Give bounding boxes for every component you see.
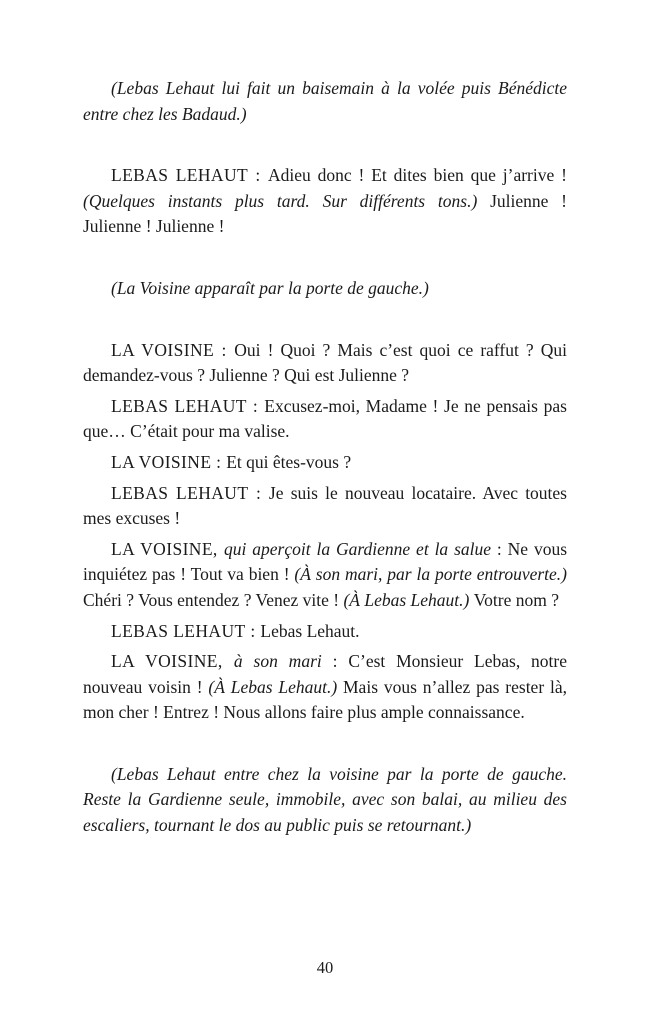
text-segment: à son mari xyxy=(233,651,322,672)
dialogue-paragraph xyxy=(83,163,567,240)
dialogue-paragraph xyxy=(83,450,567,476)
text-segment: Adieu donc ! Et dites bien que j’arrive ! xyxy=(267,165,567,186)
text-segment: : C’est Monsieur Lebas, notre nouveau voisin ! xyxy=(83,651,567,697)
text-segment: Oui ! Quoi ? Mais c’est quoi ce raffut ? Qui demandez-vous ? Julienne ? Qui est Julienne ? xyxy=(83,339,567,386)
speaker-name: LA VOISINE, xyxy=(111,651,234,672)
speaker-name: LEBAS LEHAUT : xyxy=(111,395,265,416)
speaker-name: LA VOISINE, xyxy=(111,538,224,559)
stage-direction xyxy=(83,762,567,839)
text-segment: Je suis le nouveau locataire. Avec toutes mes excuses ! xyxy=(83,482,567,529)
text-segment: Votre nom ? xyxy=(473,589,559,610)
text-segment: (À son mari, par la porte entrouverte.) xyxy=(294,564,567,585)
dialogue-paragraph xyxy=(83,394,567,445)
text-segment: (Quelques instants plus tard. Sur différents tons.) xyxy=(83,190,491,211)
stage-direction xyxy=(83,76,567,127)
speaker-name: LEBAS LEHAUT : xyxy=(111,165,268,186)
text-segment: (À Lebas Lehaut.) xyxy=(343,589,474,610)
dialogue-paragraph xyxy=(83,481,567,532)
text-segment: (Lebas Lehaut lui fait un baisemain à la volée puis Bénédicte entre chez les Badaud.) xyxy=(83,78,567,124)
text-segment: Julienne ! Julienne ! Julienne ! xyxy=(83,190,567,237)
text-segment: (La Voisine apparaît par la porte de gauche.) xyxy=(111,277,429,298)
speaker-name: LEBAS LEHAUT : xyxy=(111,620,261,641)
dialogue-paragraph xyxy=(83,338,567,389)
dialogue-paragraph xyxy=(83,619,567,645)
stage-direction xyxy=(83,276,567,302)
dialogue-paragraph xyxy=(83,537,567,614)
dialogue-paragraph xyxy=(83,649,567,726)
text-segment: qui aperçoit la Gardienne et la salue xyxy=(224,538,492,559)
page-number: 40 xyxy=(316,958,334,977)
text-segment: Et qui êtes-vous ? xyxy=(226,451,352,472)
text-segment: : Ne vous inquiétez pas ! Tout va bien ! xyxy=(83,538,568,585)
text-segment: Excusez-moi, Madame ! Je ne pensais pas que… C’était pour ma valise. xyxy=(83,395,567,442)
text-segment: (Lebas Lehaut entre chez la voisine par la porte de gauche. Reste la Gardienne seule, immobile, avec son balai, au milieu des escaliers, tournant le dos au public puis se retournant.) xyxy=(83,763,567,836)
page-text xyxy=(83,76,567,839)
text-segment: Chéri ? Vous entendez ? Venez vite ! xyxy=(83,589,344,610)
text-segment: (À Lebas Lehaut.) xyxy=(208,676,343,697)
speaker-name: LA VOISINE : xyxy=(111,451,227,472)
speaker-name: LEBAS LEHAUT : xyxy=(111,482,269,503)
text-segment: Mais vous n’allez pas rester là, mon cher ! Entrez ! Nous allons faire plus ample connaissance. xyxy=(83,676,567,723)
speaker-name: LA VOISINE : xyxy=(111,339,235,360)
text-segment: Lebas Lehaut. xyxy=(260,620,360,641)
